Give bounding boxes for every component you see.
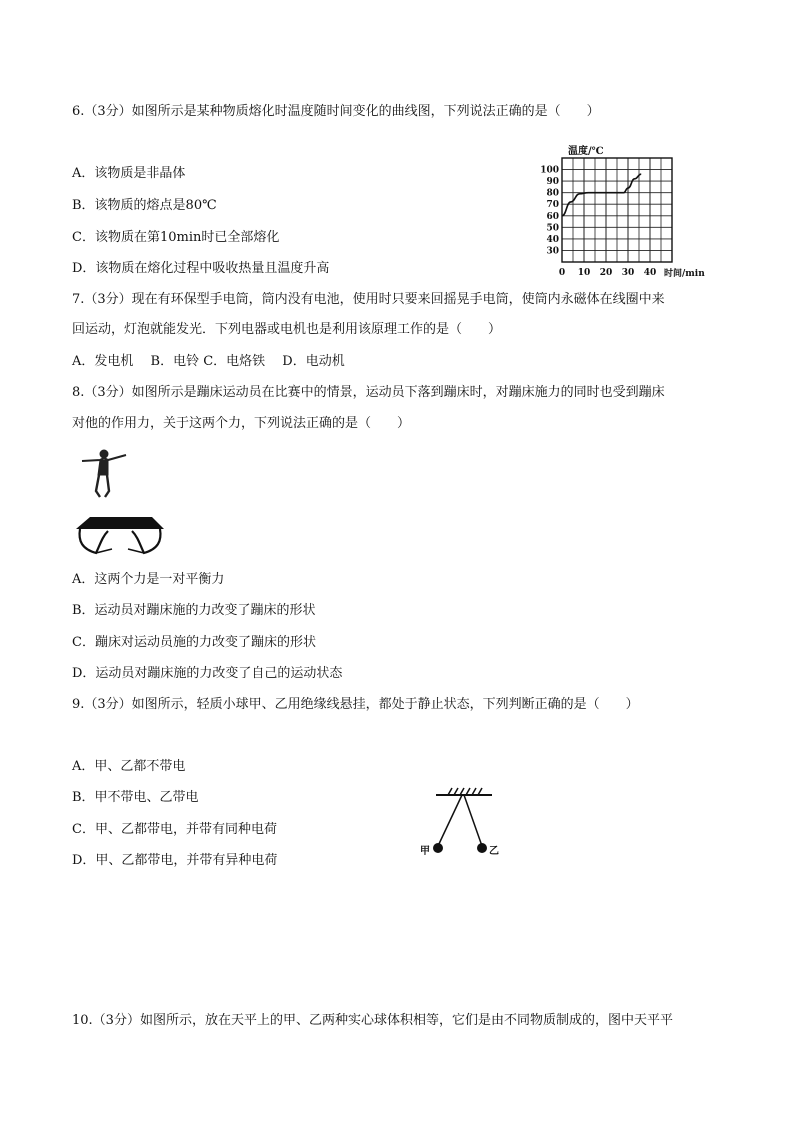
q10-stem-line1: 10.（3分）如图所示，放在天平上的甲、乙两种实心球体积相等，它们是由不同物质制成的，图中天平平 <box>72 1013 673 1028</box>
ball-jia-icon <box>433 843 443 853</box>
q6-option-b: B．该物质的熔点是80℃ <box>72 198 217 213</box>
q8-option-a: A．这两个力是一对平衡力 <box>72 572 225 587</box>
q6-option-c: C．该物质在第10min时已全部熔化 <box>72 230 280 245</box>
q8-stem-line2: 对他的作用力，关于这两个力，下列说法正确的是（ ） <box>72 416 411 431</box>
chart-y-tick-label: 50 <box>546 223 559 234</box>
chart-y-tick-label: 80 <box>546 188 559 199</box>
q7-stem-line2: 回运动，灯泡就能发光．下列电器或电机也是利用该原理工作的是（ ） <box>72 322 502 337</box>
q6-stem: 6.（3分）如图所示是某种物质熔化时温度随时间变化的曲线图，下列说法正确的是（ ） <box>72 104 600 119</box>
q9-option-d: D．甲、乙都带电，并带有异种电荷 <box>72 853 278 868</box>
q7-options: A．发电机 B．电铃 C．电烙铁 D．电动机 <box>72 354 345 369</box>
q9-option-a: A．甲、乙都不带电 <box>72 759 186 774</box>
q8-option-c: C．蹦床对运动员施的力改变了蹦床的形状 <box>72 635 316 650</box>
chart-y-tick-label: 30 <box>546 246 559 257</box>
q8-option-b: B．运动员对蹦床施的力改变了蹦床的形状 <box>72 603 316 618</box>
q7-stem-line1: 7.（3分）现在有环保型手电筒，筒内没有电池，使用时只要来回摇晃手电筒，使筒内永磁体在线圈中来 <box>72 292 665 307</box>
q8-option-d: D．运动员对蹦床施的力改变了自己的运动状态 <box>72 666 343 681</box>
q9-option-b: B．甲不带电、乙带电 <box>72 790 199 805</box>
chart-series-temperature <box>562 174 641 216</box>
chart-xlabel: 时间/min <box>664 269 705 279</box>
q6-option-a: A．该物质是非晶体 <box>72 166 186 181</box>
athlete-icon <box>82 450 126 497</box>
chart-y-tick-label: 40 <box>546 234 559 245</box>
ball-yi-icon <box>477 843 487 853</box>
ceiling-hatch-icon <box>448 788 482 795</box>
trampoline-icon <box>76 517 164 553</box>
chart-x-tick-label: 0 <box>558 268 566 278</box>
q8-stem-line1: 8.（3分）如图所示是蹦床运动员在比赛中的情景，运动员下落到蹦床时，对蹦床施力的同时也受到蹦床 <box>72 385 665 400</box>
chart-ylabel: 温度/℃ <box>568 146 604 157</box>
chart-x-tick-label: 30 <box>621 268 635 278</box>
chart-y-tick-label: 100 <box>540 165 559 176</box>
trampoline-figure <box>72 445 167 560</box>
chart-y-tick-label: 60 <box>546 211 559 222</box>
q9-stem: 9.（3分）如图所示，轻质小球甲、乙用绝缘线悬挂，都处于静止状态，下列判断正确的是（ ） <box>72 697 639 712</box>
chart-y-tick-label: 90 <box>546 177 559 188</box>
chart-y-tick-label: 70 <box>546 200 559 211</box>
chart-x-tick-label: 10 <box>577 268 591 278</box>
q6-option-d: D．该物质在熔化过程中吸收热量且温度升高 <box>72 261 330 276</box>
ball-yi-label: 乙 <box>489 846 499 857</box>
q9-option-c: C．甲、乙都带电，并带有同种电荷 <box>72 822 277 837</box>
ball-jia-label: 甲 <box>420 846 430 857</box>
chart-x-tick-label: 20 <box>599 268 613 278</box>
temperature-time-chart <box>540 140 714 282</box>
pendulum-balls-figure <box>418 786 508 860</box>
chart-x-tick-label: 40 <box>643 268 657 278</box>
